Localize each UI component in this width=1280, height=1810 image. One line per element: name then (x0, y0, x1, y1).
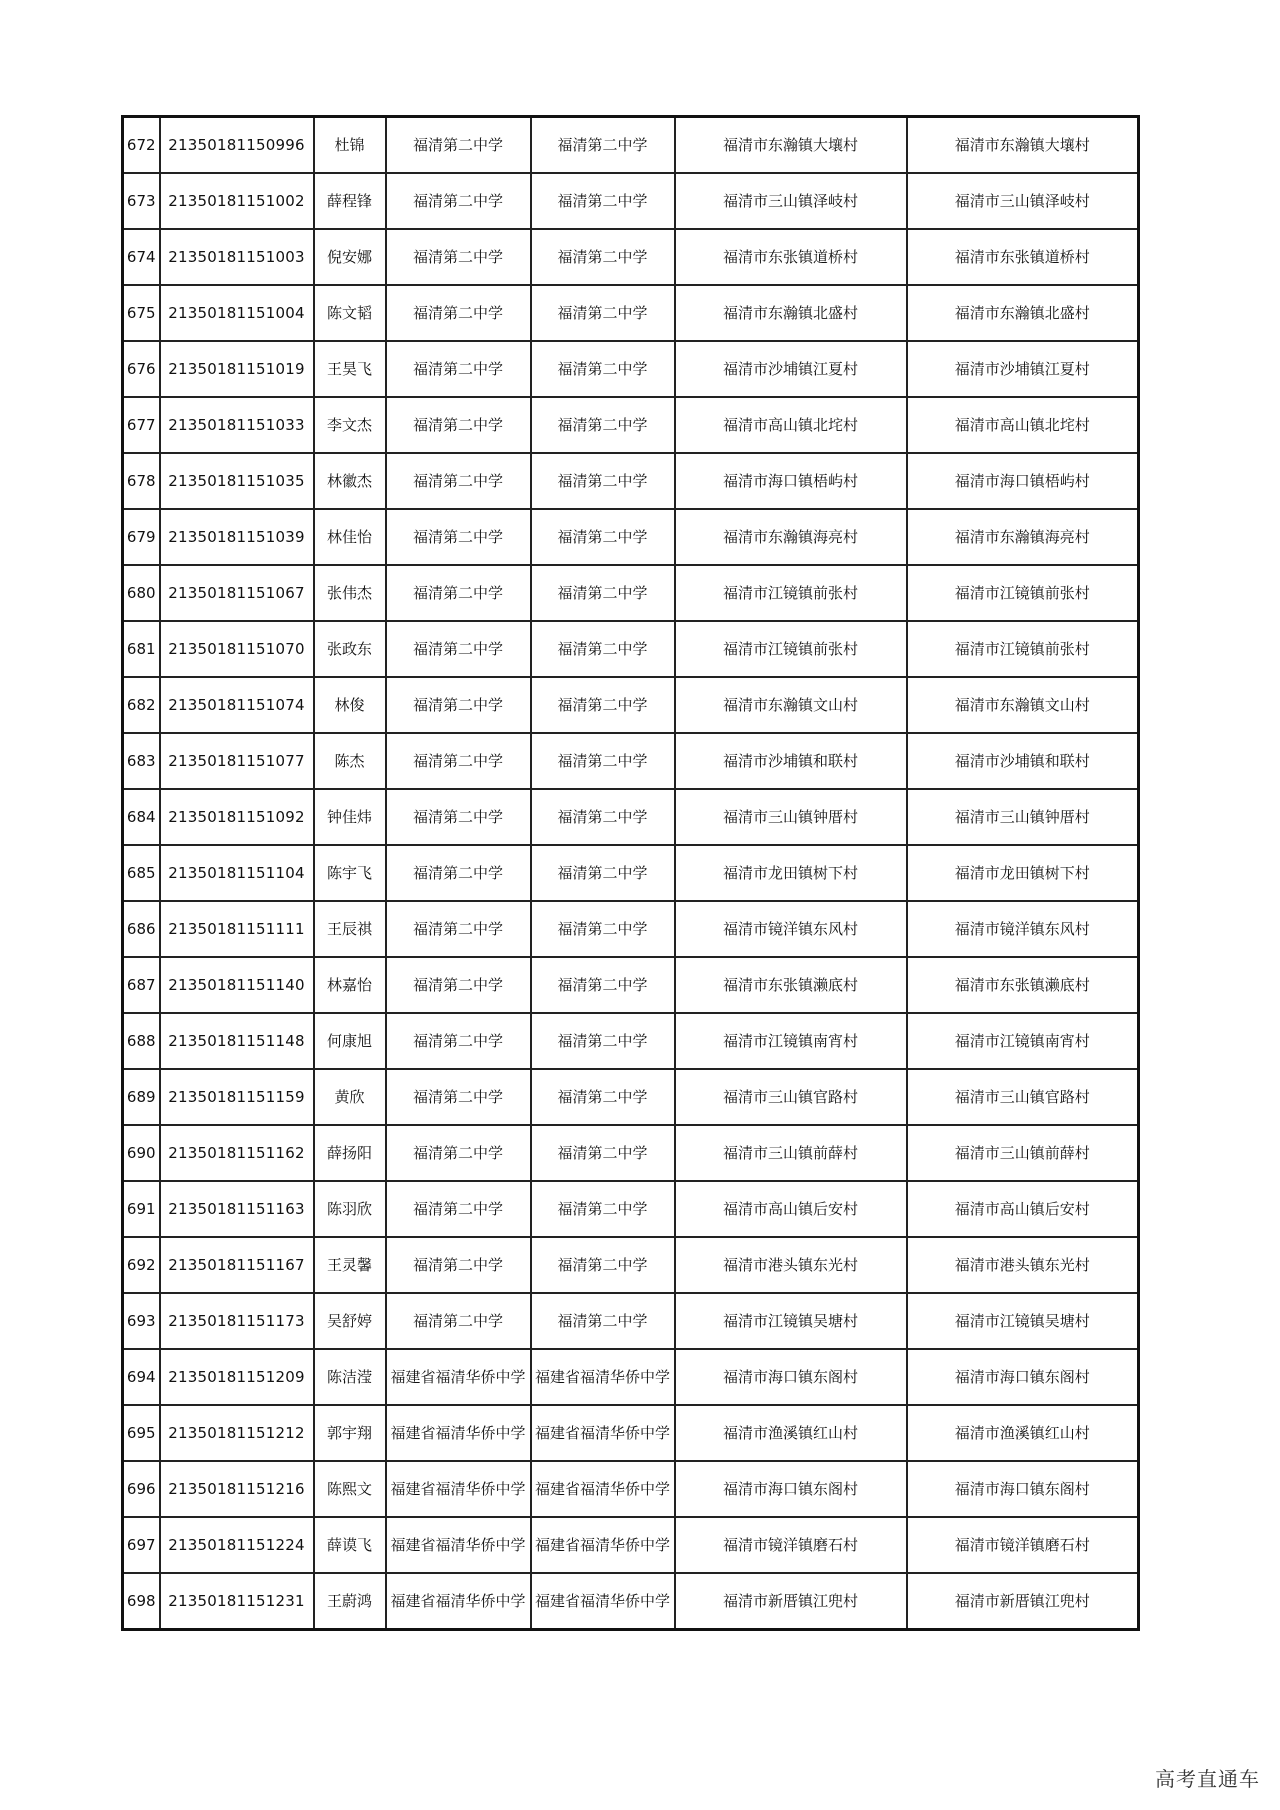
school-cell: 福清第二中学 (386, 901, 531, 957)
school-cell: 福清第二中学 (386, 789, 531, 845)
student-name-cell: 薛扬阳 (314, 1125, 386, 1181)
row-number-cell: 676 (123, 341, 160, 397)
household-address-cell: 福清市镜洋镇东风村 (675, 901, 907, 957)
school-cell: 福清第二中学 (386, 173, 531, 229)
student-name-cell: 吴舒婷 (314, 1293, 386, 1349)
enrolled-school-cell: 福清第二中学 (531, 621, 675, 677)
enrolled-school-cell: 福清第二中学 (531, 789, 675, 845)
school-cell: 福建省福清华侨中学 (386, 1349, 531, 1405)
candidate-id-cell: 21350181151074 (160, 677, 314, 733)
household-address-cell: 福清市东张镇道桥村 (675, 229, 907, 285)
table-row (123, 173, 1139, 229)
candidate-id-cell: 21350181151159 (160, 1069, 314, 1125)
table-row (123, 1517, 1139, 1573)
table-row (123, 117, 1139, 174)
row-number-cell: 686 (123, 901, 160, 957)
household-address-cell: 福清市三山镇钟厝村 (675, 789, 907, 845)
student-name-cell: 何康旭 (314, 1013, 386, 1069)
enrolled-school-cell: 福清第二中学 (531, 285, 675, 341)
residence-address-cell: 福清市新厝镇江兜村 (907, 1573, 1139, 1630)
school-cell: 福清第二中学 (386, 1181, 531, 1237)
roster-body (123, 117, 1139, 1630)
enrolled-school-cell: 福清第二中学 (531, 509, 675, 565)
row-number-cell: 681 (123, 621, 160, 677)
student-name-cell: 陈熙文 (314, 1461, 386, 1517)
residence-address-cell: 福清市东瀚镇文山村 (907, 677, 1139, 733)
household-address-cell: 福清市三山镇官路村 (675, 1069, 907, 1125)
row-number-cell: 696 (123, 1461, 160, 1517)
enrolled-school-cell: 福清第二中学 (531, 677, 675, 733)
enrolled-school-cell: 福清第二中学 (531, 1293, 675, 1349)
school-cell: 福清第二中学 (386, 285, 531, 341)
candidate-id-cell: 21350181151039 (160, 509, 314, 565)
table-row (123, 341, 1139, 397)
enrolled-school-cell: 福清第二中学 (531, 341, 675, 397)
candidate-id-cell: 21350181151167 (160, 1237, 314, 1293)
residence-address-cell: 福清市沙埔镇江夏村 (907, 341, 1139, 397)
household-address-cell: 福清市龙田镇树下村 (675, 845, 907, 901)
candidate-id-cell: 21350181150996 (160, 117, 314, 174)
student-name-cell: 王辰祺 (314, 901, 386, 957)
residence-address-cell: 福清市东张镇道桥村 (907, 229, 1139, 285)
school-cell: 福清第二中学 (386, 341, 531, 397)
table-row (123, 957, 1139, 1013)
table-row (123, 453, 1139, 509)
school-cell: 福清第二中学 (386, 117, 531, 174)
row-number-cell: 672 (123, 117, 160, 174)
candidate-id-cell: 21350181151216 (160, 1461, 314, 1517)
table-row (123, 901, 1139, 957)
school-cell: 福清第二中学 (386, 677, 531, 733)
candidate-id-cell: 21350181151002 (160, 173, 314, 229)
residence-address-cell: 福清市三山镇官路村 (907, 1069, 1139, 1125)
household-address-cell: 福清市东瀚镇文山村 (675, 677, 907, 733)
candidate-id-cell: 21350181151092 (160, 789, 314, 845)
student-name-cell: 钟佳炜 (314, 789, 386, 845)
school-cell: 福建省福清华侨中学 (386, 1573, 531, 1630)
table-row (123, 229, 1139, 285)
row-number-cell: 680 (123, 565, 160, 621)
school-cell: 福清第二中学 (386, 1293, 531, 1349)
row-number-cell: 689 (123, 1069, 160, 1125)
table-row (123, 397, 1139, 453)
residence-address-cell: 福清市港头镇东光村 (907, 1237, 1139, 1293)
candidate-id-cell: 21350181151070 (160, 621, 314, 677)
school-cell: 福清第二中学 (386, 397, 531, 453)
enrolled-school-cell: 福清第二中学 (531, 1013, 675, 1069)
school-cell: 福建省福清华侨中学 (386, 1405, 531, 1461)
enrolled-school-cell: 福清第二中学 (531, 1237, 675, 1293)
school-cell: 福清第二中学 (386, 565, 531, 621)
school-cell: 福清第二中学 (386, 453, 531, 509)
school-cell: 福清第二中学 (386, 229, 531, 285)
household-address-cell: 福清市海口镇东阁村 (675, 1349, 907, 1405)
household-address-cell: 福清市三山镇泽岐村 (675, 173, 907, 229)
row-number-cell: 684 (123, 789, 160, 845)
table-row (123, 845, 1139, 901)
school-cell: 福清第二中学 (386, 621, 531, 677)
enrolled-school-cell: 福清第二中学 (531, 453, 675, 509)
residence-address-cell: 福清市三山镇泽岐村 (907, 173, 1139, 229)
student-name-cell: 薛程锋 (314, 173, 386, 229)
household-address-cell: 福清市沙埔镇江夏村 (675, 341, 907, 397)
candidate-id-cell: 21350181151231 (160, 1573, 314, 1630)
candidate-id-cell: 21350181151148 (160, 1013, 314, 1069)
table-row (123, 733, 1139, 789)
table-row (123, 509, 1139, 565)
row-number-cell: 698 (123, 1573, 160, 1630)
residence-address-cell: 福清市东瀚镇北盛村 (907, 285, 1139, 341)
household-address-cell: 福清市高山镇北垞村 (675, 397, 907, 453)
school-cell: 福清第二中学 (386, 845, 531, 901)
table-row (123, 1349, 1139, 1405)
candidate-id-cell: 21350181151111 (160, 901, 314, 957)
household-address-cell: 福清市江镜镇南宵村 (675, 1013, 907, 1069)
table-row (123, 1405, 1139, 1461)
table-row (123, 789, 1139, 845)
household-address-cell: 福清市东张镇濑底村 (675, 957, 907, 1013)
row-number-cell: 675 (123, 285, 160, 341)
enrolled-school-cell: 福清第二中学 (531, 901, 675, 957)
table-row (123, 1461, 1139, 1517)
school-cell: 福清第二中学 (386, 1125, 531, 1181)
household-address-cell: 福清市镜洋镇磨石村 (675, 1517, 907, 1573)
student-name-cell: 陈洁滢 (314, 1349, 386, 1405)
enrolled-school-cell: 福清第二中学 (531, 173, 675, 229)
student-name-cell: 林徽杰 (314, 453, 386, 509)
row-number-cell: 683 (123, 733, 160, 789)
residence-address-cell: 福清市沙埔镇和联村 (907, 733, 1139, 789)
household-address-cell: 福清市渔溪镇红山村 (675, 1405, 907, 1461)
student-name-cell: 林俊 (314, 677, 386, 733)
student-name-cell: 王蔚鸿 (314, 1573, 386, 1630)
student-name-cell: 倪安娜 (314, 229, 386, 285)
residence-address-cell: 福清市东瀚镇大壤村 (907, 117, 1139, 174)
school-cell: 福建省福清华侨中学 (386, 1517, 531, 1573)
row-number-cell: 679 (123, 509, 160, 565)
table-row (123, 1181, 1139, 1237)
row-number-cell: 678 (123, 453, 160, 509)
residence-address-cell: 福清市镜洋镇东风村 (907, 901, 1139, 957)
enrolled-school-cell: 福清第二中学 (531, 117, 675, 174)
student-name-cell: 林佳怡 (314, 509, 386, 565)
school-cell: 福清第二中学 (386, 509, 531, 565)
candidate-id-cell: 21350181151019 (160, 341, 314, 397)
candidate-id-cell: 21350181151163 (160, 1181, 314, 1237)
enrolled-school-cell: 福建省福清华侨中学 (531, 1405, 675, 1461)
school-cell: 福建省福清华侨中学 (386, 1461, 531, 1517)
watermark-text: 高考直通车 (1155, 1767, 1260, 1791)
candidate-id-cell: 21350181151140 (160, 957, 314, 1013)
residence-address-cell: 福清市高山镇北垞村 (907, 397, 1139, 453)
student-name-cell: 王昊飞 (314, 341, 386, 397)
candidate-id-cell: 21350181151004 (160, 285, 314, 341)
candidate-id-cell: 21350181151067 (160, 565, 314, 621)
table-row (123, 285, 1139, 341)
student-name-cell: 陈宇飞 (314, 845, 386, 901)
residence-address-cell: 福清市江镜镇前张村 (907, 565, 1139, 621)
household-address-cell: 福清市东瀚镇海亮村 (675, 509, 907, 565)
row-number-cell: 673 (123, 173, 160, 229)
table-row (123, 565, 1139, 621)
table-row (123, 1573, 1139, 1630)
student-name-cell: 黄欣 (314, 1069, 386, 1125)
candidate-id-cell: 21350181151033 (160, 397, 314, 453)
student-name-cell: 林嘉怡 (314, 957, 386, 1013)
table-row (123, 1293, 1139, 1349)
candidate-id-cell: 21350181151003 (160, 229, 314, 285)
school-cell: 福清第二中学 (386, 1013, 531, 1069)
residence-address-cell: 福清市海口镇东阁村 (907, 1461, 1139, 1517)
row-number-cell: 697 (123, 1517, 160, 1573)
student-name-cell: 郭宇翔 (314, 1405, 386, 1461)
candidate-id-cell: 21350181151224 (160, 1517, 314, 1573)
household-address-cell: 福清市高山镇后安村 (675, 1181, 907, 1237)
enrolled-school-cell: 福清第二中学 (531, 1125, 675, 1181)
enrolled-school-cell: 福清第二中学 (531, 565, 675, 621)
school-cell: 福清第二中学 (386, 733, 531, 789)
school-cell: 福清第二中学 (386, 1069, 531, 1125)
row-number-cell: 692 (123, 1237, 160, 1293)
residence-address-cell: 福清市三山镇钟厝村 (907, 789, 1139, 845)
student-roster-table (121, 115, 1140, 1631)
row-number-cell: 695 (123, 1405, 160, 1461)
residence-address-cell: 福清市海口镇东阁村 (907, 1349, 1139, 1405)
row-number-cell: 693 (123, 1293, 160, 1349)
residence-address-cell: 福清市镜洋镇磨石村 (907, 1517, 1139, 1573)
residence-address-cell: 福清市三山镇前薛村 (907, 1125, 1139, 1181)
row-number-cell: 682 (123, 677, 160, 733)
enrolled-school-cell: 福建省福清华侨中学 (531, 1517, 675, 1573)
table-row (123, 1125, 1139, 1181)
residence-address-cell: 福清市江镜镇吴塘村 (907, 1293, 1139, 1349)
student-name-cell: 李文杰 (314, 397, 386, 453)
row-number-cell: 691 (123, 1181, 160, 1237)
student-name-cell: 陈羽欣 (314, 1181, 386, 1237)
school-cell: 福清第二中学 (386, 957, 531, 1013)
residence-address-cell: 福清市海口镇梧屿村 (907, 453, 1139, 509)
enrolled-school-cell: 福清第二中学 (531, 1069, 675, 1125)
candidate-id-cell: 21350181151035 (160, 453, 314, 509)
row-number-cell: 685 (123, 845, 160, 901)
enrolled-school-cell: 福清第二中学 (531, 229, 675, 285)
candidate-id-cell: 21350181151077 (160, 733, 314, 789)
row-number-cell: 674 (123, 229, 160, 285)
residence-address-cell: 福清市江镜镇前张村 (907, 621, 1139, 677)
table-row (123, 621, 1139, 677)
household-address-cell: 福清市港头镇东光村 (675, 1237, 907, 1293)
student-name-cell: 王灵馨 (314, 1237, 386, 1293)
enrolled-school-cell: 福清第二中学 (531, 1181, 675, 1237)
student-name-cell: 薛谟飞 (314, 1517, 386, 1573)
candidate-id-cell: 21350181151209 (160, 1349, 314, 1405)
enrolled-school-cell: 福建省福清华侨中学 (531, 1573, 675, 1630)
enrolled-school-cell: 福清第二中学 (531, 845, 675, 901)
student-name-cell: 张伟杰 (314, 565, 386, 621)
household-address-cell: 福清市三山镇前薛村 (675, 1125, 907, 1181)
household-address-cell: 福清市江镜镇吴塘村 (675, 1293, 907, 1349)
household-address-cell: 福清市东瀚镇大壤村 (675, 117, 907, 174)
student-name-cell: 张政东 (314, 621, 386, 677)
candidate-id-cell: 21350181151212 (160, 1405, 314, 1461)
row-number-cell: 687 (123, 957, 160, 1013)
enrolled-school-cell: 福清第二中学 (531, 957, 675, 1013)
student-name-cell: 陈杰 (314, 733, 386, 789)
household-address-cell: 福清市海口镇东阁村 (675, 1461, 907, 1517)
row-number-cell: 694 (123, 1349, 160, 1405)
residence-address-cell: 福清市高山镇后安村 (907, 1181, 1139, 1237)
table-row (123, 677, 1139, 733)
candidate-id-cell: 21350181151162 (160, 1125, 314, 1181)
household-address-cell: 福清市新厝镇江兜村 (675, 1573, 907, 1630)
residence-address-cell: 福清市江镜镇南宵村 (907, 1013, 1139, 1069)
table-row (123, 1013, 1139, 1069)
row-number-cell: 677 (123, 397, 160, 453)
candidate-id-cell: 21350181151173 (160, 1293, 314, 1349)
student-name-cell: 陈文韬 (314, 285, 386, 341)
household-address-cell: 福清市东瀚镇北盛村 (675, 285, 907, 341)
school-cell: 福清第二中学 (386, 1237, 531, 1293)
enrolled-school-cell: 福建省福清华侨中学 (531, 1461, 675, 1517)
residence-address-cell: 福清市东张镇濑底村 (907, 957, 1139, 1013)
residence-address-cell: 福清市东瀚镇海亮村 (907, 509, 1139, 565)
candidate-id-cell: 21350181151104 (160, 845, 314, 901)
table-row (123, 1069, 1139, 1125)
household-address-cell: 福清市江镜镇前张村 (675, 621, 907, 677)
row-number-cell: 688 (123, 1013, 160, 1069)
residence-address-cell: 福清市龙田镇树下村 (907, 845, 1139, 901)
household-address-cell: 福清市江镜镇前张村 (675, 565, 907, 621)
table-row (123, 1237, 1139, 1293)
enrolled-school-cell: 福清第二中学 (531, 733, 675, 789)
enrolled-school-cell: 福建省福清华侨中学 (531, 1349, 675, 1405)
row-number-cell: 690 (123, 1125, 160, 1181)
household-address-cell: 福清市沙埔镇和联村 (675, 733, 907, 789)
enrolled-school-cell: 福清第二中学 (531, 397, 675, 453)
household-address-cell: 福清市海口镇梧屿村 (675, 453, 907, 509)
student-name-cell: 杜锦 (314, 117, 386, 174)
residence-address-cell: 福清市渔溪镇红山村 (907, 1405, 1139, 1461)
